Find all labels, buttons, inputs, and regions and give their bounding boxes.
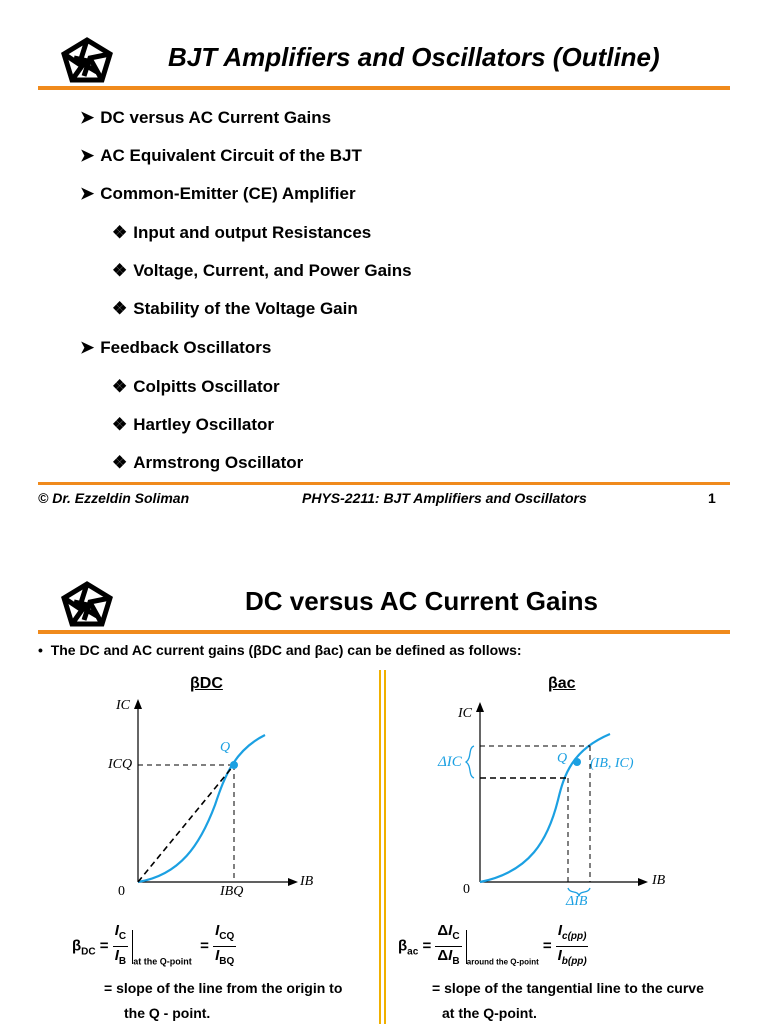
delta-ib-label: ΔIB [566,894,588,909]
delta-ic-label: ΔIC [438,754,462,770]
outline-item-text: Colpitts Oscillator [133,377,280,396]
arrow-bullet-icon: ➤ [80,184,95,203]
q-point [573,758,581,766]
diamond-bullet-icon: ❖ [112,377,128,396]
divider [384,670,386,1024]
around-q-point: around the Q-point [466,957,539,967]
outline-item [112,453,303,473]
slide-title: DC versus AC Current Gains [245,586,599,616]
diamond-bullet-icon: ❖ [112,261,128,280]
diamond-bullet-icon: ❖ [112,223,128,242]
title-rule [38,630,730,634]
diamond-bullet-icon: ❖ [112,299,128,318]
intro-line: The DC and AC current gains (βDC and βac) can be defined as follows: [50,642,522,658]
ac-desc-2: at the Q-point. [442,1005,537,1021]
outline-item-text: DC versus AC Current Gains [100,108,332,127]
q-label: Q [557,751,568,766]
x-axis-label: IB [652,873,666,888]
y-arrow-icon [476,702,484,712]
footer-course: PHYS-2211: BJT Amplifiers and Oscillators [302,490,587,506]
outline-item-text: Input and output Resistances [133,223,372,242]
beta-ac-heading: βac [548,675,576,692]
y-axis-text: IC [116,698,130,713]
origin-line [138,765,234,882]
diamond-bullet-icon: ❖ [112,415,128,434]
diamond-bullet-icon: ❖ [112,453,128,472]
page-number: 1 [708,490,716,506]
divider [379,670,381,1024]
beta-dc-formula: $\beta_{DC}$ = $\frac{I_C}{I_B}$ $_{at the Q-point}$ = $\frac{I_{CQ}}{I_{BQ}}$ [72,922,235,967]
q-label: Q [220,740,231,755]
delta-ic-brace [466,746,474,778]
dc-desc-2: the Q - point. [124,1005,211,1021]
dc-desc-1: = slope of the line from the origin to [104,980,343,996]
x-arrow-icon [288,878,298,886]
ibq-label: IBQ [220,884,244,899]
outline-item-text: Stability of the Voltage Gain [133,299,358,318]
x-arrow-icon [638,878,648,886]
outline-item [80,184,356,204]
footer-author: © Dr. Ezzeldin Soliman [38,490,190,506]
outline-item-text: AC Equivalent Circuit of the BJT [100,146,362,165]
y-arrow-icon [134,699,142,709]
outline-item [80,108,331,128]
footer-rule [38,482,730,485]
beta-dc-heading: βDC [190,675,223,692]
arrow-bullet-icon: ➤ [80,146,95,165]
q-point [230,761,238,769]
ic-ib-curve [138,735,265,882]
outline-item [112,223,371,243]
title-rule [38,86,730,90]
y-axis-label: IC [458,706,472,721]
y-axis-label [116,698,130,714]
outline-item [112,377,280,397]
arrow-bullet-icon: ➤ [80,108,95,127]
outline-item [112,299,358,319]
page-title: BJT Amplifiers and Oscillators (Outline) [168,42,660,72]
outline-item [80,146,362,166]
outline-item [80,338,271,358]
origin-label: 0 [118,884,125,899]
dc-gain-graph [100,695,330,910]
outline-item-text: Hartley Oscillator [133,415,275,434]
outline-item [112,261,412,281]
icq-label: ICQ [108,757,133,772]
outline-item-text: Armstrong Oscillator [133,453,304,472]
outline-item-text: Feedback Oscillators [100,338,272,357]
outline-item [112,415,274,435]
arrow-bullet-icon: ➤ [80,338,95,357]
intro-text: • The DC and AC current gains (βDC and βac) can be defined as follows: [38,642,522,658]
q-coordinates: (IB, IC) [590,756,634,771]
ac-gain-graph [440,700,680,915]
at-q-point: at the Q-point [133,956,192,967]
origin-label: 0 [463,882,470,897]
ac-desc-1: = slope of the tangential line to the curve [432,980,704,996]
beta-ac-formula: $\beta_{ac}$ = $\frac{\Delta I_C}{\Delta I_B}$ $_{around the Q-point}$ = $\frac{I_{c(pp)}}{I_{b(pp)}}$ [398,922,587,967]
outline-item-text: Common-Emitter (CE) Amplifier [100,184,356,203]
x-axis-label: IB [300,874,314,889]
outline-item-text: Voltage, Current, and Power Gains [133,261,412,280]
